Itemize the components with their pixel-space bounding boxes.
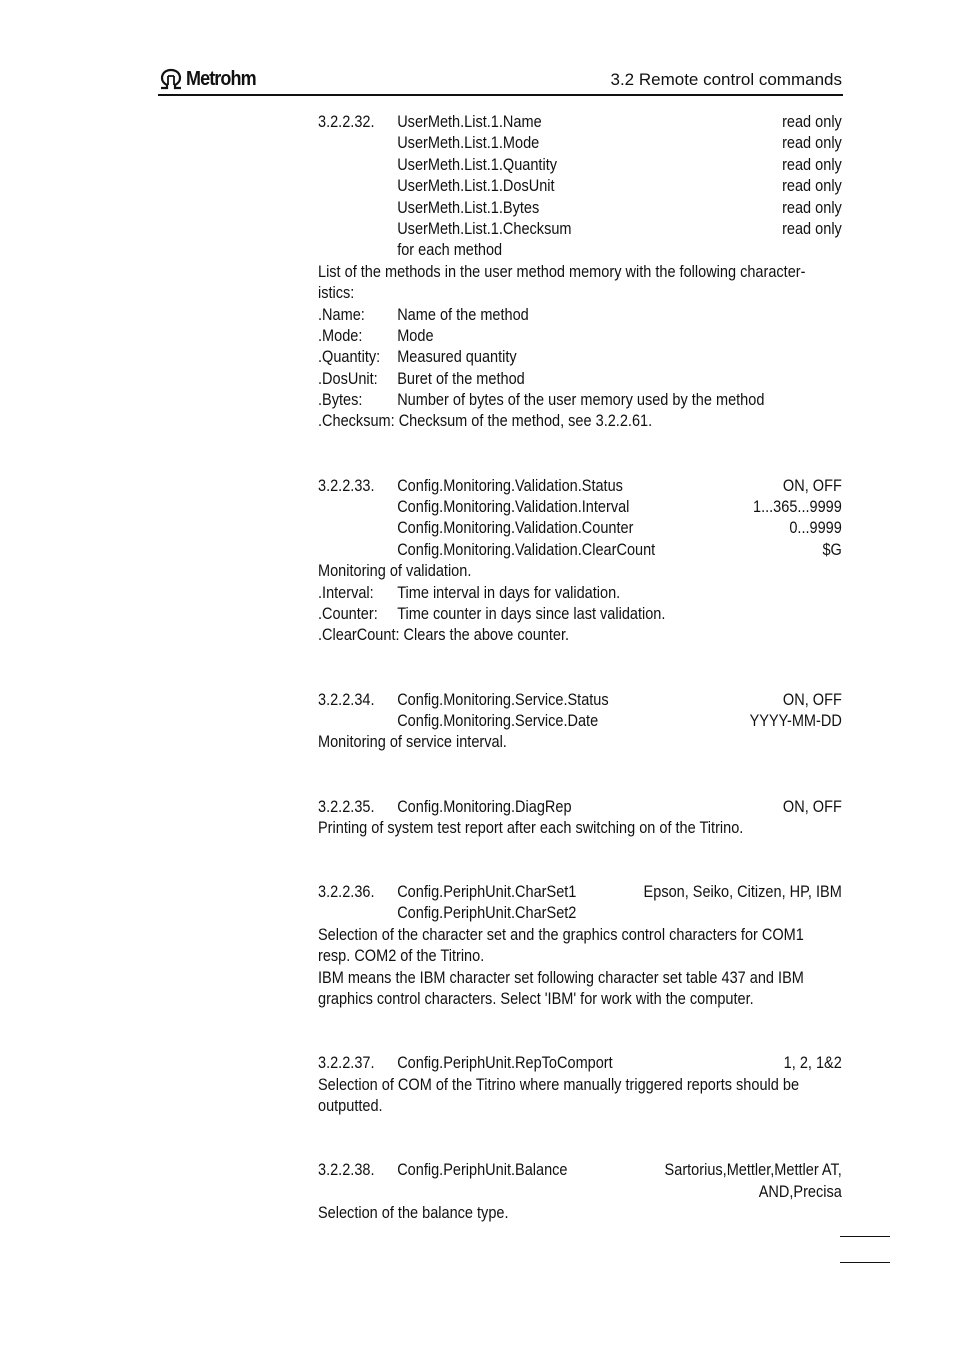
header-divider bbox=[158, 94, 843, 96]
description: resp. COM2 of the Titrino. bbox=[318, 947, 485, 966]
text-line bbox=[318, 1203, 842, 1224]
command-name: UserMeth.List.1.Bytes bbox=[397, 198, 540, 217]
command-value: YYYY-MM-DD bbox=[749, 711, 842, 730]
command-name: Config.Monitoring.Service.Status bbox=[397, 690, 609, 709]
command-value: read only bbox=[782, 113, 842, 131]
definition-text: Buret of the method bbox=[397, 369, 525, 388]
description: outputted. bbox=[318, 1096, 383, 1115]
text-line bbox=[318, 1096, 842, 1117]
command-row bbox=[318, 1053, 842, 1074]
command-name: Config.Monitoring.Validation.Interval bbox=[397, 498, 630, 517]
section-number: 3.2.2.32. bbox=[318, 113, 375, 131]
command-name: UserMeth.List.1.Checksum bbox=[397, 219, 572, 238]
definition-row bbox=[318, 369, 842, 390]
command-row bbox=[318, 497, 842, 518]
command-row bbox=[318, 1160, 842, 1181]
command-name: Config.Monitoring.Validation.Status bbox=[397, 476, 623, 495]
command-row bbox=[318, 882, 842, 903]
command-name: UserMeth.List.1.DosUnit bbox=[397, 177, 555, 196]
command-value: Epson, Seiko, Citizen, HP, IBM bbox=[643, 883, 842, 902]
definition-row bbox=[318, 326, 842, 347]
command-value: ON, OFF bbox=[782, 476, 842, 495]
command-value: 1, 2, 1&2 bbox=[783, 1054, 842, 1073]
page-header bbox=[158, 66, 842, 96]
text-line bbox=[318, 625, 842, 646]
text-line bbox=[318, 411, 842, 432]
definition-label: .Interval: bbox=[318, 583, 374, 602]
command-row bbox=[318, 690, 842, 711]
section-number: 3.2.2.37. bbox=[318, 1054, 375, 1073]
command-value: read only bbox=[782, 155, 842, 174]
description: graphics control characters. Select 'IBM' for work with the computer. bbox=[318, 990, 754, 1009]
command-name: Config.PeriphUnit.CharSet2 bbox=[397, 904, 577, 923]
section-title: 3.2 Remote control commands bbox=[610, 70, 842, 89]
definition-row bbox=[318, 583, 842, 604]
command-name: Config.PeriphUnit.CharSet1 bbox=[397, 883, 577, 902]
definition-row bbox=[318, 604, 842, 625]
definition-label: .Bytes: bbox=[318, 391, 363, 410]
text-line bbox=[318, 262, 842, 283]
definition-row bbox=[318, 390, 842, 411]
footer-rule bbox=[840, 1236, 890, 1237]
definition-row bbox=[318, 305, 842, 326]
document-body bbox=[318, 112, 842, 1224]
command-row bbox=[318, 540, 842, 561]
command-row bbox=[318, 219, 842, 240]
command-value: 1...365...9999 bbox=[753, 498, 842, 517]
command-row bbox=[318, 1182, 842, 1203]
definition-text: Time counter in days since last validation. bbox=[397, 604, 666, 623]
text-line bbox=[318, 946, 842, 967]
description: Selection of the balance type. bbox=[318, 1203, 509, 1222]
command-row bbox=[318, 797, 842, 818]
clearcount-definition: .ClearCount: Clears the above counter. bbox=[318, 626, 570, 645]
command-name: Config.Monitoring.Service.Date bbox=[397, 711, 599, 730]
definition-text: Number of bytes of the user memory used by the method bbox=[397, 391, 765, 410]
brand-name: Metrohm bbox=[186, 67, 256, 90]
checksum-definition: .Checksum: Checksum of the method, see 3.2.2.61. bbox=[318, 412, 653, 431]
definition-text: Name of the method bbox=[397, 305, 529, 324]
command-row bbox=[318, 198, 842, 219]
definition-label: .Name: bbox=[318, 305, 365, 324]
text-line bbox=[318, 240, 842, 261]
text-line bbox=[318, 732, 842, 753]
command-name: Config.Monitoring.Validation.ClearCount bbox=[397, 540, 656, 559]
definition-text: Time interval in days for validation. bbox=[397, 583, 621, 602]
definition-label: .Counter: bbox=[318, 604, 378, 623]
footer-rule bbox=[840, 1262, 890, 1263]
description: Printing of system test report after each switching on of the Titrino. bbox=[318, 818, 744, 837]
definition-text: Measured quantity bbox=[397, 348, 517, 367]
section-number: 3.2.2.34. bbox=[318, 690, 375, 709]
section-number: 3.2.2.38. bbox=[318, 1161, 375, 1180]
command-value: ON, OFF bbox=[782, 690, 842, 709]
command-value: ON, OFF bbox=[782, 797, 842, 816]
omega-logo-icon bbox=[158, 68, 184, 90]
description: Monitoring of service interval. bbox=[318, 733, 507, 752]
command-value: 0...9999 bbox=[789, 519, 842, 538]
definition-label: .DosUnit: bbox=[318, 369, 378, 388]
text-line bbox=[318, 925, 842, 946]
command-name: Config.Monitoring.Validation.Counter bbox=[397, 519, 634, 538]
command-name: UserMeth.List.1.Quantity bbox=[397, 155, 557, 174]
command-value: AND,Precisa bbox=[758, 1182, 842, 1201]
command-value: read only bbox=[782, 219, 842, 238]
brand-logo bbox=[158, 66, 263, 92]
description: Monitoring of validation. bbox=[318, 562, 472, 581]
command-row bbox=[318, 903, 842, 924]
section-number: 3.2.2.35. bbox=[318, 797, 375, 816]
description: istics: bbox=[318, 284, 355, 303]
command-row bbox=[318, 155, 842, 176]
text-line bbox=[318, 283, 842, 304]
command-name: UserMeth.List.1.Mode bbox=[397, 134, 540, 153]
definition-row bbox=[318, 347, 842, 368]
command-row bbox=[318, 476, 842, 497]
section-number: 3.2.2.36. bbox=[318, 883, 375, 902]
description: Selection of COM of the Titrino where manually triggered reports should be bbox=[318, 1075, 800, 1094]
text-line bbox=[318, 818, 842, 839]
text-line bbox=[318, 989, 842, 1010]
for-each-note: for each method bbox=[397, 241, 503, 260]
text-line bbox=[318, 561, 842, 582]
definition-text: Mode bbox=[397, 326, 434, 345]
command-row bbox=[318, 112, 842, 133]
definition-label: .Mode: bbox=[318, 326, 363, 345]
definition-label: .Quantity: bbox=[318, 348, 381, 367]
command-value: Sartorius,Mettler,Mettler AT, bbox=[664, 1161, 842, 1180]
command-name: Config.PeriphUnit.Balance bbox=[397, 1161, 568, 1180]
command-row bbox=[318, 133, 842, 154]
text-line bbox=[318, 968, 842, 989]
description: Selection of the character set and the graphics control characters for COM1 bbox=[318, 925, 804, 944]
command-row bbox=[318, 176, 842, 197]
command-value: $G bbox=[822, 540, 842, 559]
description: IBM means the IBM character set following character set table 437 and IBM bbox=[318, 968, 804, 987]
command-name: UserMeth.List.1.Name bbox=[397, 113, 542, 131]
command-row bbox=[318, 711, 842, 732]
section-number: 3.2.2.33. bbox=[318, 476, 375, 495]
command-value: read only bbox=[782, 134, 842, 153]
command-name: Config.PeriphUnit.RepToComport bbox=[397, 1054, 613, 1073]
command-value: read only bbox=[782, 198, 842, 217]
description: List of the methods in the user method memory with the following character- bbox=[318, 262, 806, 281]
command-row bbox=[318, 518, 842, 539]
command-name: Config.Monitoring.DiagRep bbox=[397, 797, 572, 816]
command-value: read only bbox=[782, 177, 842, 196]
text-line bbox=[318, 1075, 842, 1096]
